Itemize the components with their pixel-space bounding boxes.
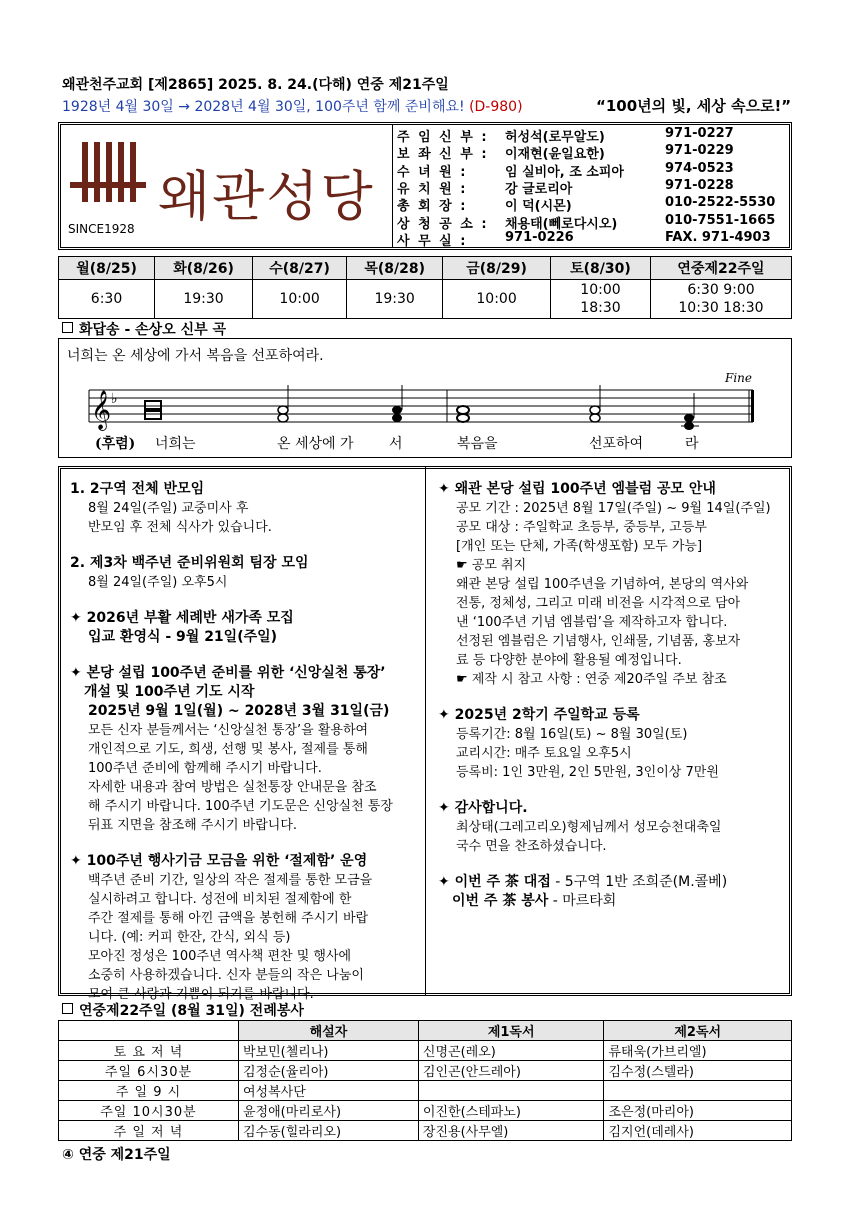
staff-phone: 971-0227	[665, 126, 734, 141]
service-header-cell: 제2독서	[604, 1021, 792, 1041]
staff-role: 상 청 공 소 :	[397, 216, 489, 232]
announcement-item	[438, 873, 784, 911]
staff-name: 허성석(로무알도)	[505, 130, 605, 145]
announcement-line: 뒤표 지면을 참조해 주시기 바랍니다.	[88, 818, 298, 833]
staff-name: 이 덕(시몬)	[505, 199, 572, 215]
schedule-time-line: 19:30	[374, 291, 415, 307]
service-minister: 신명곤(레오)	[418, 1041, 604, 1061]
schedule-time	[253, 280, 347, 319]
service-time-label: 주 일 저 녁	[59, 1121, 239, 1141]
staff-phone: FAX. 971-4903	[665, 229, 771, 245]
staff-name: 강 글로리아	[505, 181, 573, 197]
announcement-item	[70, 852, 420, 1004]
announcement-title-text: 2. 제3차 백주년 준비위원회 팀장 모임	[70, 555, 309, 571]
lyric-syllable: 서	[389, 436, 403, 452]
announcements-left	[70, 480, 420, 1004]
announcement-line: 개인적으로 기도, 희생, 선행 및 봉사, 절제를 통해	[88, 742, 368, 757]
service-minister: 김수동(힐라리오)	[238, 1121, 418, 1141]
fine-mark: Fine	[725, 371, 752, 385]
service-minister: 장진용(사무엘)	[418, 1121, 604, 1141]
announcement-item	[438, 480, 784, 689]
schedule-time-line: 10:00	[476, 291, 517, 307]
staff-row	[397, 143, 734, 163]
schedule-times-row	[59, 280, 792, 319]
announcement-line: 등록기간: 8월 16일(토) ~ 8월 30일(토)	[456, 727, 688, 742]
announcement-title-suffix: - 5구역 1반 조희준(M.콜베)	[550, 874, 728, 890]
service-row	[59, 1101, 792, 1121]
parish-name: 왜관성당	[158, 165, 375, 228]
staff-role: 총 회 장 :	[397, 199, 468, 215]
schedule-day: 토(8/30)	[550, 257, 650, 280]
announcements-right	[438, 480, 784, 911]
service-minister: 윤정애(마리로사)	[238, 1101, 418, 1121]
announcement-title	[70, 609, 420, 628]
announcement-line: 니다. (예: 커피 한잔, 간식, 외식 등)	[88, 930, 291, 945]
announcement-line: 8월 24일(주일) 오후5시	[88, 575, 228, 590]
announcement-title2-suffix: - 마르타회	[548, 893, 617, 909]
announcement-item	[438, 799, 784, 856]
announcement-title	[438, 873, 784, 892]
service-minister: 김지언(데레사)	[604, 1121, 792, 1141]
hymn-section-title	[62, 319, 226, 339]
service-row	[59, 1121, 792, 1141]
liturgy-service-table	[58, 1020, 792, 1141]
announcement-line: 입교 환영식 - 9월 21일(주일)	[88, 629, 278, 645]
staff-role: 유 치 원 :	[397, 181, 468, 197]
service-minister: 여성복사단	[238, 1081, 418, 1101]
announcement-title2-text: 개설 및 100주년 기도 시작	[84, 684, 255, 700]
announcement-title-text: ✦ 감사합니다.	[438, 800, 528, 816]
announcement-title-text: ✦ 2025년 2학기 주일학교 등록	[438, 707, 640, 723]
svg-text:𝄞: 𝄞	[91, 390, 112, 430]
service-header-cell	[59, 1021, 239, 1041]
schedule-day: 연중제22주일	[650, 257, 791, 280]
schedule-day: 목(8/28)	[347, 257, 443, 280]
announcement-title	[70, 480, 420, 499]
service-minister	[604, 1081, 792, 1101]
announcement-line: 등록비: 1인 3만원, 2인 5만원, 3인이상 7만원	[456, 765, 719, 780]
bulletin-title: 왜관천주교회 [제2865] 2025. 8. 24.(다해) 연중 제21주일	[62, 77, 449, 93]
announcement-line: 실시하려고 합니다. 성전에 비치된 절제함에 한	[88, 892, 352, 907]
service-row	[59, 1041, 792, 1061]
lyric-syllable: (후렴)	[95, 436, 136, 452]
staff-row	[397, 126, 734, 145]
hymn-section-label: 화답송 - 손상오 신부 곡	[79, 322, 227, 338]
announcement-line: 공모 대상 : 주일학교 초등부, 중등부, 고등부	[456, 520, 707, 535]
service-header-cell: 제1독서	[418, 1021, 604, 1041]
logo-area	[60, 124, 390, 248]
staff-row	[397, 195, 776, 215]
staff-row	[397, 177, 734, 197]
announcement-line: 선정된 엠블럼은 기념행사, 인쇄물, 기념품, 홍보자	[456, 634, 741, 649]
announcement-title	[70, 664, 420, 683]
announcement-item	[438, 706, 784, 782]
announcement-line: 료 등 다양한 분야에 활용될 예정입니다.	[456, 653, 682, 668]
announcement-line: 교리시간: 매주 토요일 오후5시	[456, 746, 632, 761]
announcement-line: 공모 기간 : 2025년 8월 17일(주일) ~ 9월 14일(주일)	[456, 501, 771, 516]
square-bullet-icon	[62, 1003, 73, 1014]
schedule-time	[59, 280, 155, 319]
staff-row	[397, 212, 776, 232]
staff-role: 수 녀 원 :	[397, 164, 468, 180]
service-minister: 조은정(마리아)	[604, 1101, 792, 1121]
square-bullet-icon	[62, 322, 73, 333]
schedule-time	[443, 280, 551, 319]
schedule-day: 월(8/25)	[59, 257, 155, 280]
service-row	[59, 1081, 792, 1101]
schedule-time-line: 6:30 9:00	[687, 282, 755, 298]
service-minister: 이진한(스테파노)	[418, 1101, 604, 1121]
announcement-line: 해 주시기 바랍니다. 100주년 기도문은 신앙실천 통장	[88, 799, 393, 814]
schedule-time	[550, 280, 650, 319]
staff-row	[397, 229, 771, 249]
service-header-row	[59, 1021, 792, 1041]
schedule-day: 수(8/27)	[253, 257, 347, 280]
parish-logo-icon	[68, 140, 148, 220]
announcement-line: [개인 또는 단체, 가족(학생포함) 모두 가능]	[456, 539, 703, 554]
announcement-title-2	[70, 683, 420, 702]
schedule-day: 화(8/26)	[155, 257, 253, 280]
announcement-title-2	[438, 892, 784, 911]
centennial-countdown	[62, 96, 523, 116]
service-minister: 박보민(첼리나)	[238, 1041, 418, 1061]
lyric-syllable: 선포하여	[589, 436, 644, 452]
staff-role: 보 좌 신 부 :	[397, 147, 489, 163]
service-minister: 김수정(스텔라)	[604, 1061, 792, 1081]
staff-name: 채용태(뻬로다시오)	[505, 216, 618, 232]
staff-phone: 971-0228	[665, 177, 734, 193]
announcement-item	[70, 554, 420, 592]
music-score-box	[58, 338, 792, 458]
staff-phone: 971-0229	[665, 143, 734, 159]
announcement-title-text: ✦ 본당 설립 100주년 준비를 위한 ‘신앙실천 통장’	[70, 665, 386, 681]
announcement-line: 주간 절제를 통해 아낀 금액을 봉헌해 주시기 바랍	[88, 911, 369, 926]
lyric-syllable: 온 세상에 가	[277, 436, 354, 452]
schedule-day: 금(8/29)	[443, 257, 551, 280]
announcement-line: 반모임 후 전체 식사가 있습니다.	[88, 520, 272, 535]
announcement-line: 왜관 본당 설립 100주년을 기념하여, 본당의 역사와	[456, 577, 749, 592]
announcement-line: 8월 24일(주일) 교중미사 후	[88, 501, 249, 516]
announcement-title	[438, 706, 784, 725]
schedule-time	[347, 280, 443, 319]
service-time-label: 토 요 저 녁	[59, 1041, 239, 1061]
staff-row	[397, 160, 734, 180]
announcement-title	[70, 554, 420, 573]
service-minister: 류태욱(가브리엘)	[604, 1041, 792, 1061]
lyric-syllable: 너희는	[155, 436, 196, 452]
announcement-title-text: ✦ 이번 주 茶 대접	[438, 874, 551, 890]
announcement-title	[70, 852, 420, 871]
service-section-title	[62, 1000, 304, 1020]
page-footer: ④ 연중 제21주일	[62, 1147, 171, 1163]
service-section-label: 연중제22주일 (8월 31일) 전례봉사	[79, 1003, 304, 1019]
announcement-title-text: 1. 2구역 전체 반모임	[70, 481, 205, 497]
announcement-line: 최상태(그레고리오)형제님께서 성모승천대축일	[456, 820, 722, 835]
mass-schedule-table	[58, 256, 792, 319]
announcement-line: 소중히 사용하겠습니다. 신자 분들의 작은 나눔이	[88, 968, 364, 983]
announcement-item	[70, 609, 420, 647]
staff-name: 임 실비아, 조 소피아	[505, 164, 624, 180]
staff-role: 사 무 실 :	[397, 233, 468, 249]
announcement-line: 모든 신자 분들께서는 ‘신앙실천 통장’을 활용하여	[88, 723, 369, 738]
announcement-line: 자세한 내용과 참여 방법은 실천통장 안내문을 참조	[88, 780, 377, 795]
service-header-cell: 해설자	[238, 1021, 418, 1041]
announcement-line: 모아진 정성은 100주년 역사책 편찬 및 행사에	[88, 949, 352, 964]
lyric-syllable: 라	[685, 436, 699, 452]
service-row	[59, 1061, 792, 1081]
schedule-time	[650, 280, 791, 319]
announcement-title	[438, 480, 784, 499]
staff-name: 971-0226	[505, 229, 574, 245]
staff-name: 이재현(윤일요한)	[505, 147, 605, 163]
staff-phone: 010-7551-1665	[665, 212, 776, 228]
announcement-line: ☛ 제작 시 참고 사항 : 연중 제20주일 주보 참조	[456, 672, 727, 687]
hymn-lyrics	[59, 433, 791, 453]
announcement-line: 백주년 준비 기간, 일상의 작은 절제를 통한 모금을	[88, 873, 373, 888]
staff-phone: 974-0523	[665, 160, 734, 176]
service-time-label: 주 일 9 시	[59, 1081, 239, 1101]
announcement-line: 전통, 정체성, 그리고 미래 비전을 시각적으로 담아	[456, 596, 741, 611]
announcement-line: ☛ 공모 취지	[456, 558, 527, 573]
lyric-syllable: 복음을	[457, 436, 498, 452]
d-day-count: (D-980)	[469, 99, 523, 115]
service-minister: 김인곤(안드레아)	[418, 1061, 604, 1081]
announcement-line: 국수 면을 찬조하셨습니다.	[456, 839, 607, 854]
announcement-title2-text: 이번 주 茶 봉사	[452, 893, 549, 909]
column-divider	[425, 466, 426, 996]
service-minister: 김정순(율리아)	[238, 1061, 418, 1081]
schedule-time-line: 10:00	[580, 282, 621, 298]
schedule-time-line: 6:30	[90, 291, 123, 307]
service-minister	[418, 1081, 604, 1101]
schedule-header-row	[59, 257, 792, 280]
announcement-line: 낸 ‘100주년 기념 엠블럼’을 제작하고자 합니다.	[456, 615, 728, 630]
announcement-line: 100주년 준비에 함께해 주시기 바랍니다.	[88, 761, 322, 776]
schedule-time	[155, 280, 253, 319]
hymn-text: 너희는 온 세상에 가서 복음을 선포하여라.	[67, 348, 324, 364]
announcement-item	[70, 664, 420, 835]
schedule-time-line: 19:30	[183, 291, 224, 307]
since-text: SINCE1928	[68, 222, 135, 236]
schedule-time-line: 10:30 18:30	[678, 300, 764, 316]
announcement-title-text: ✦ 2026년 부활 세례반 새가족 모집	[70, 610, 294, 626]
announcement-title	[438, 799, 784, 818]
service-time-label: 주일 10시30분	[59, 1101, 239, 1121]
slogan: “100년의 빛, 세상 속으로!”	[596, 97, 792, 115]
announcement-title-text: ✦ 왜관 본당 설립 100주년 엠블럼 공모 안내	[438, 481, 716, 497]
staff-phone: 010-2522-5530	[665, 195, 776, 211]
announcement-line: 모여 큰 사랑과 기쁨이 되기를 바랍니다.	[88, 987, 314, 1002]
centennial-dates: 1928년 4월 30일 → 2028년 4월 30일, 100주년 함께 준비해요!	[62, 99, 465, 115]
announcement-line: 2025년 9월 1일(월) ~ 2028년 3월 31일(금)	[88, 703, 390, 719]
announcement-item	[70, 480, 420, 537]
staff-role: 주 임 신 부 :	[397, 130, 489, 145]
schedule-time-line: 18:30	[580, 300, 621, 316]
announcement-title-text: ✦ 100주년 행사기금 모금을 위한 ‘절제함’ 운영	[70, 853, 368, 869]
svg-text:♭: ♭	[111, 391, 118, 407]
service-time-label: 주일 6시30분	[59, 1061, 239, 1081]
schedule-time-line: 10:00	[279, 291, 320, 307]
staff-list	[392, 124, 791, 248]
